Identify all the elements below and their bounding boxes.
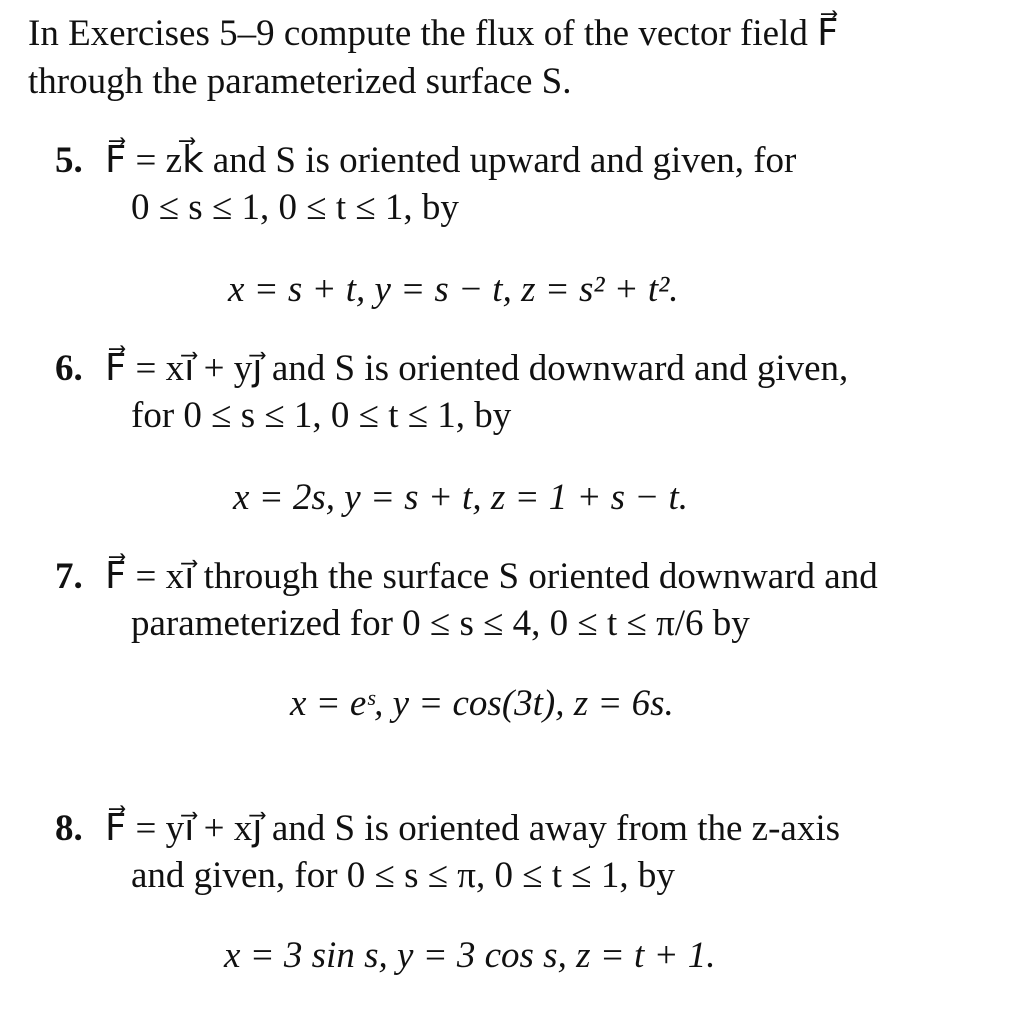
exercise-number: 8.: [55, 808, 83, 849]
exercise-number: 7.: [55, 556, 83, 597]
intro-line-2: through the parameterized surface S.: [28, 61, 572, 102]
exercise-statement-line-2: and given, for 0 ≤ s ≤ π, 0 ≤ t ≤ 1, by: [131, 855, 675, 896]
exercise-statement-line-1: F⃗ = xi⃗ + yj⃗ and S is oriented downward and given,: [105, 348, 849, 389]
exercise-number: 6.: [55, 348, 83, 389]
exercise-7-equation: x = eˢ, y = cos(3t), z = 6s.: [290, 683, 674, 724]
exercise-statement-line-2: parameterized for 0 ≤ s ≤ 4, 0 ≤ t ≤ π/6 by: [131, 603, 750, 644]
exercise-statement-line-2: for 0 ≤ s ≤ 1, 0 ≤ t ≤ 1, by: [131, 395, 512, 436]
exercise-8-equation: x = 3 sin s, y = 3 cos s, z = t + 1.: [224, 935, 716, 976]
exercise-statement-line-2: 0 ≤ s ≤ 1, 0 ≤ t ≤ 1, by: [131, 187, 459, 228]
exercise-statement-line-1: F⃗ = yi⃗ + xj⃗ and S is oriented away from the z-axis: [105, 808, 841, 849]
exercise-statement-line-1: F⃗ = xi⃗ through the surface S oriented downward and: [105, 556, 878, 597]
exercise-6-equation: x = 2s, y = s + t, z = 1 + s − t.: [233, 477, 689, 518]
exercise-5-equation: x = s + t, y = s − t, z = s² + t².: [228, 269, 679, 310]
intro-paragraph: [28, 10, 992, 106]
intro-line-1: In Exercises 5–9 compute the flux of the vector field F⃗: [28, 13, 839, 54]
exercise-number: 5.: [55, 140, 83, 181]
exercise-statement-line-1: F⃗ = zk⃗ and S is oriented upward and given, for: [105, 140, 797, 181]
